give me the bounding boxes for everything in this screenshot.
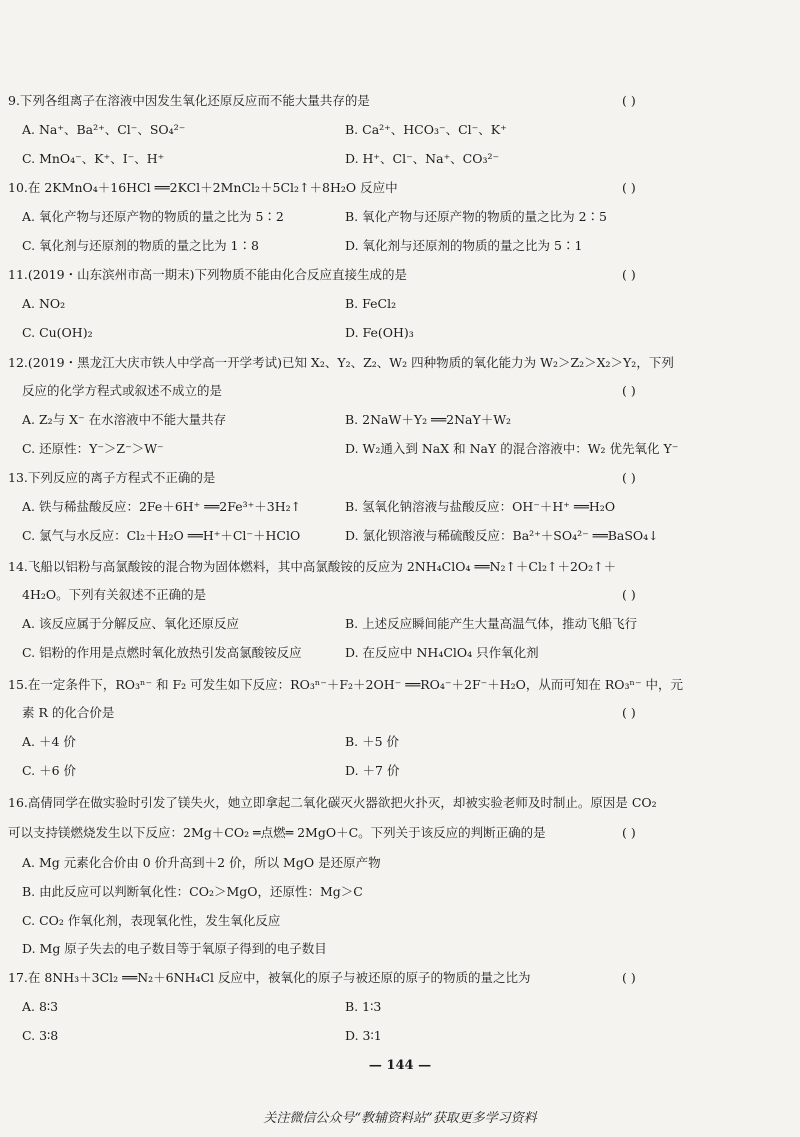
answer-bracket: ( )	[622, 587, 636, 602]
question-stem: 11.(2019・山东滨州市高一期末)下列物质不能由化合反应直接生成的是	[8, 267, 407, 282]
options-row	[0, 119, 800, 141]
option-d: D. 在反应中 NH₄ClO₄ 只作氧化剂	[345, 645, 539, 660]
option-b: B. 由此反应可以判断氧化性：CO₂＞MgO，还原性：Mg＞C	[22, 884, 363, 899]
question-13	[0, 467, 800, 489]
question-stem: 16.高倩同学在做实验时引发了镁失火，她立即拿起二氧化碳灭火器欲把火扑灭，却被实验老师及时制止。原因是 CO₂	[8, 795, 657, 810]
question-16-continued	[0, 822, 800, 844]
options-row	[0, 731, 800, 753]
question-12-continued	[0, 380, 800, 402]
option-d: D. 氯化钡溶液与稀硫酸反应：Ba²⁺＋SO₄²⁻ ══BaSO₄↓	[345, 528, 659, 543]
options-row	[0, 438, 800, 460]
page-number: — 144 —	[368, 1058, 432, 1073]
question-15-continued	[0, 702, 800, 724]
question-11	[0, 264, 800, 286]
option-b: B. 1∶3	[345, 999, 382, 1014]
option-c: C. CO₂ 作氧化剂，表现氧化性，发生氧化反应	[22, 913, 281, 928]
question-9	[0, 90, 800, 112]
answer-bracket: ( )	[622, 267, 636, 282]
question-stem: 10.在 2KMnO₄＋16HCl ══2KCl＋2MnCl₂＋5Cl₂↑＋8H₂O 反应中	[8, 180, 398, 195]
option-c: C. 3∶8	[22, 1028, 59, 1043]
option-c: C. Cu(OH)₂	[22, 325, 93, 340]
question-stem-continued: 可以支持镁燃烧发生以下反应：2Mg＋CO₂ ═点燃═ 2MgO＋C。下列关于该反应的判断正确的是	[8, 825, 546, 840]
option-d: D. H⁺、Cl⁻、Na⁺、CO₃²⁻	[345, 151, 500, 166]
question-12	[0, 352, 800, 374]
answer-bracket: ( )	[622, 470, 636, 485]
question-16	[0, 792, 800, 814]
options-row	[0, 148, 800, 170]
question-14	[0, 556, 800, 578]
question-stem: 15.在一定条件下，RO₃ⁿ⁻ 和 F₂ 可发生如下反应：RO₃ⁿ⁻＋F₂＋2OH⁻ ══RO₄⁻＋2F⁻＋H₂O，从而可知在 RO₃ⁿ⁻ 中，元	[8, 677, 684, 692]
question-stem: 9.下列各组离子在溶液中因发生氧化还原反应而不能大量共存的是	[8, 93, 370, 108]
option-b: B. 上述反应瞬间能产生大量高温气体，推动飞船飞行	[345, 616, 638, 631]
options-row	[0, 496, 800, 518]
options-row	[0, 613, 800, 635]
options-row	[0, 1025, 800, 1047]
question-stem-continued: 反应的化学方程式或叙述不成立的是	[22, 383, 223, 398]
answer-bracket: ( )	[622, 825, 636, 840]
option-b: B. 氢氧化钠溶液与盐酸反应：OH⁻＋H⁺ ══H₂O	[345, 499, 616, 514]
option-row-full	[0, 938, 800, 960]
options-row	[0, 996, 800, 1018]
option-a: A. 该反应属于分解反应、氧化还原反应	[22, 616, 239, 631]
option-b: B. ＋5 价	[345, 734, 400, 749]
option-d: D. W₂通入到 NaX 和 NaY 的混合溶液中：W₂ 优先氧化 Y⁻	[345, 441, 679, 456]
options-row	[0, 322, 800, 344]
option-d: D. ＋7 价	[345, 763, 400, 778]
option-a: A. 8∶3	[22, 999, 59, 1014]
option-b: B. Ca²⁺、HCO₃⁻、Cl⁻、K⁺	[345, 122, 507, 137]
option-d: D. 氧化剂与还原剂的物质的量之比为 5∶1	[345, 238, 583, 253]
options-row	[0, 642, 800, 664]
answer-bracket: ( )	[622, 705, 636, 720]
question-stem: 14.飞船以铝粉与高氯酸铵的混合物为固体燃料，其中高氯酸铵的反应为 2NH₄ClO₄ ══N₂↑＋Cl₂↑＋2O₂↑＋	[8, 559, 617, 574]
option-c: C. ＋6 价	[22, 763, 76, 778]
option-c: C. 还原性：Y⁻＞Z⁻＞W⁻	[22, 441, 164, 456]
options-row	[0, 525, 800, 547]
option-c: C. 氯气与水反应：Cl₂＋H₂O ══H⁺＋Cl⁻＋HClO	[22, 528, 301, 543]
options-row	[0, 760, 800, 782]
options-row	[0, 293, 800, 315]
options-row	[0, 235, 800, 257]
option-d: D. 3∶1	[345, 1028, 382, 1043]
option-a: A. 氧化产物与还原产物的物质的量之比为 5∶2	[22, 209, 284, 224]
question-stem: 13.下列反应的离子方程式不正确的是	[8, 470, 216, 485]
answer-bracket: ( )	[622, 180, 636, 195]
option-a: A. NO₂	[22, 296, 66, 311]
option-a: A. Z₂与 X⁻ 在水溶液中不能大量共存	[22, 412, 227, 427]
answer-bracket: ( )	[622, 93, 636, 108]
question-14-continued	[0, 584, 800, 606]
question-stem-continued: 4H₂O。下列有关叙述不正确的是	[22, 587, 207, 602]
option-a: A. Mg 元素化合价由 0 价升高到＋2 价，所以 MgO 是还原产物	[22, 855, 381, 870]
option-c: C. MnO₄⁻、K⁺、I⁻、H⁺	[22, 151, 165, 166]
option-b: B. 氧化产物与还原产物的物质的量之比为 2∶5	[345, 209, 608, 224]
option-c: C. 氧化剂与还原剂的物质的量之比为 1∶8	[22, 238, 259, 253]
option-row-full	[0, 910, 800, 932]
footer-watermark-text: 关注微信公众号“教辅资料站”获取更多学习资料	[263, 1111, 537, 1126]
question-stem: 12.(2019・黑龙江大庆市铁人中学高一开学考试)已知 X₂、Y₂、Z₂、W₂ 四种物质的氧化能力为 W₂＞Z₂＞X₂＞Y₂，下列	[8, 355, 674, 370]
options-row	[0, 206, 800, 228]
answer-bracket: ( )	[622, 383, 636, 398]
option-row-full	[0, 852, 800, 874]
question-stem: 17.在 8NH₃＋3Cl₂ ══N₂＋6NH₄Cl 反应中，被氧化的原子与被还原的原子的物质的量之比为	[8, 970, 531, 985]
option-b: B. 2NaW＋Y₂ ══2NaY＋W₂	[345, 412, 512, 427]
option-a: A. ＋4 价	[22, 734, 76, 749]
option-a: A. 铁与稀盐酸反应：2Fe＋6H⁺ ══2Fe³⁺＋3H₂↑	[22, 499, 302, 514]
option-c: C. 铝粉的作用是点燃时氧化放热引发高氯酸铵反应	[22, 645, 302, 660]
question-17	[0, 967, 800, 989]
option-a: A. Na⁺、Ba²⁺、Cl⁻、SO₄²⁻	[22, 122, 186, 137]
option-d: D. Fe(OH)₃	[345, 325, 414, 340]
question-15	[0, 674, 800, 696]
option-b: B. FeCl₂	[345, 296, 397, 311]
option-row-full	[0, 881, 800, 903]
answer-bracket: ( )	[622, 970, 636, 985]
question-10	[0, 177, 800, 199]
option-d: D. Mg 原子失去的电子数目等于氧原子得到的电子数目	[22, 941, 327, 956]
options-row	[0, 409, 800, 431]
question-stem-continued: 素 R 的化合价是	[22, 705, 115, 720]
